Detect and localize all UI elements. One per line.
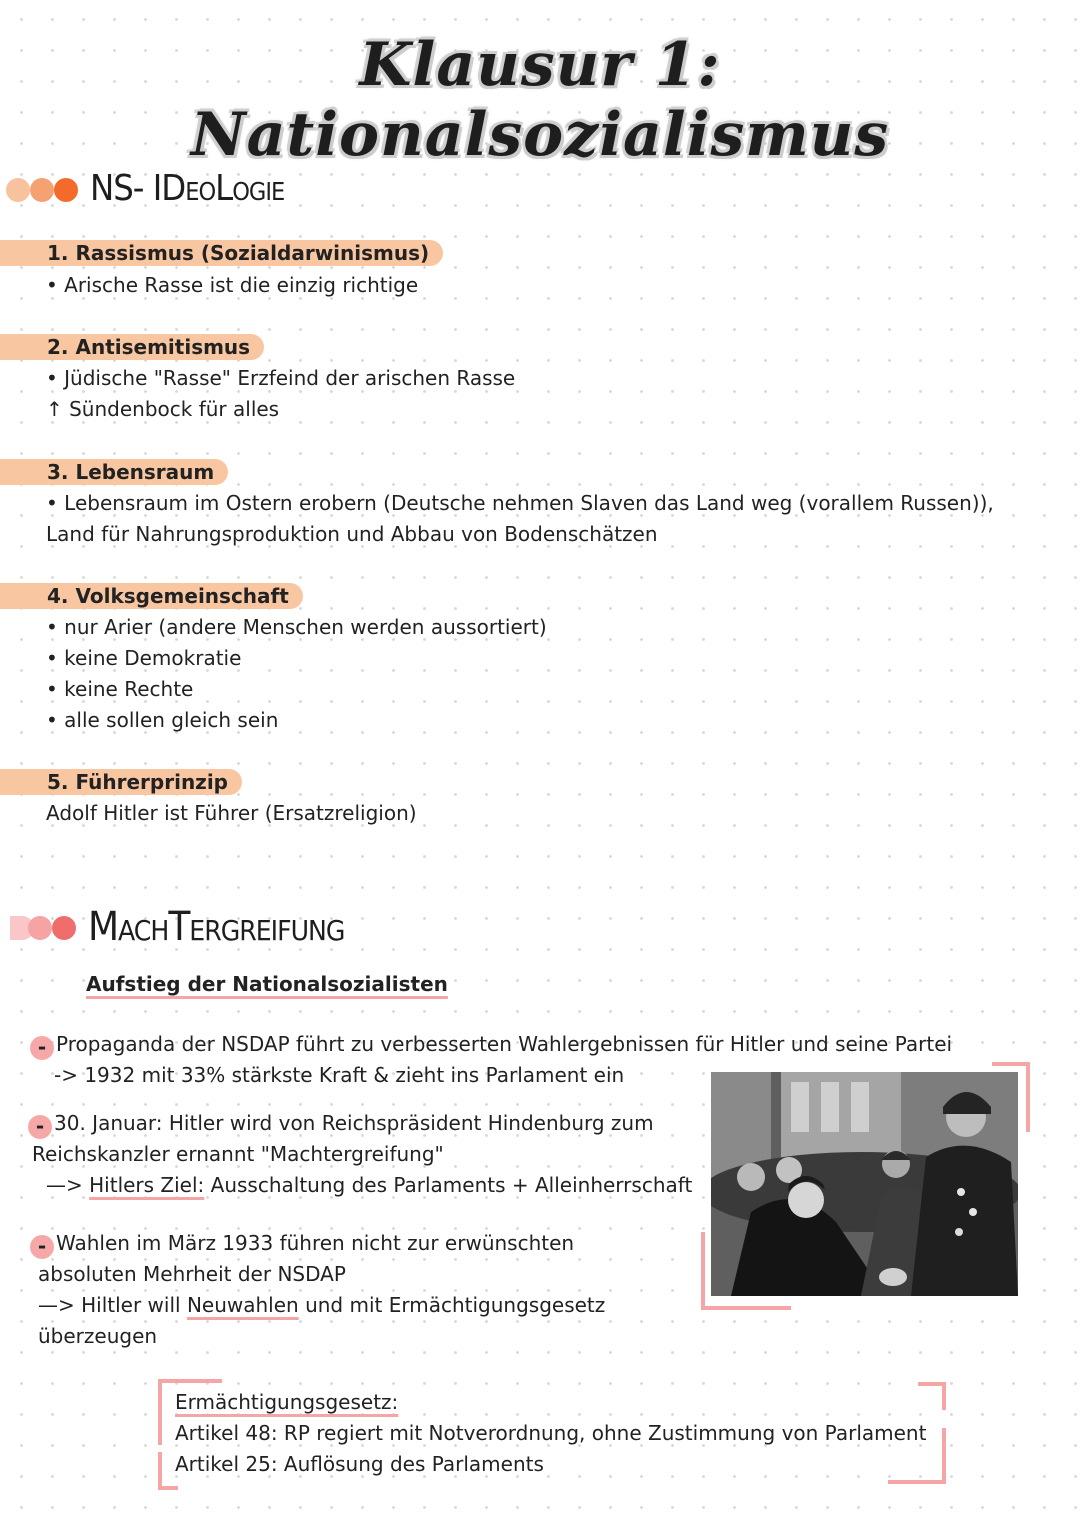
- minus-bullet-icon: -: [30, 1235, 54, 1259]
- section-heading-ideology: [4, 168, 284, 209]
- item-line: Land für Nahrungsproduktion und Abbau von Bodenschätzen: [46, 522, 658, 546]
- ideology-item-1: [0, 240, 443, 266]
- item-line: • alle sollen gleich sein: [46, 708, 279, 732]
- text-line: —> Hiltler will Neuwahlen und mit Ermächtigungsgesetz: [38, 1293, 606, 1317]
- text-line: -> 1932 mit 33% stärkste Kraft & zieht ins Parlament ein: [54, 1063, 625, 1087]
- item-line: Adolf Hitler ist Führer (Ersatzreligion): [46, 801, 417, 825]
- section-heading-machtergreifung: [10, 904, 344, 950]
- item-label: 1. Rassismus (Sozialdarwinismus): [0, 240, 443, 266]
- item-line: • nur Arier (andere Menschen werden aussortiert): [46, 615, 547, 639]
- item-line: • keine Demokratie: [46, 646, 242, 670]
- item-label: 4. Volksgemeinschaft: [0, 583, 303, 609]
- section-title: MachTergreifung: [88, 904, 345, 950]
- ideology-item-3: [0, 459, 228, 485]
- box-frame-corner: [918, 1382, 946, 1410]
- item-label: 5. Führerprinzip: [0, 769, 242, 795]
- box-line: Artikel 25: Auflösung des Parlaments: [175, 1452, 544, 1476]
- bullet-line: - Wahlen im März 1933 führen nicht zur erwünschten: [30, 1228, 574, 1259]
- ideology-item-2: [0, 334, 264, 360]
- box-heading: Ermächtigungsgesetz:: [175, 1390, 399, 1414]
- item-line: • Jüdische "Rasse" Erzfeind der arischen Rasse: [46, 366, 516, 390]
- item-label: 3. Lebensraum: [0, 459, 228, 485]
- section-title: NS- IDeoLogie: [90, 168, 285, 209]
- item-line: • Lebensraum im Ostern erobern (Deutsche nehmen Slaven das Land weg (vorallem Russen)),: [46, 491, 994, 515]
- text-line: absoluten Mehrheit der NSDAP: [38, 1262, 346, 1286]
- bullet-dots-icon: [10, 912, 82, 942]
- ideology-item-4: [0, 583, 303, 609]
- page-title: Klausur 1: Nationalsozialismus: [190, 30, 890, 170]
- subheading: Aufstieg der Nationalsozialisten: [86, 972, 448, 996]
- text-line: Reichskanzler ernannt "Machtergreifung": [32, 1142, 444, 1166]
- minus-bullet-icon: -: [28, 1115, 52, 1139]
- text-line: überzeugen: [38, 1324, 158, 1348]
- text-line: —> Hitlers Ziel: Ausschaltung des Parlaments + Alleinherrschaft: [46, 1173, 693, 1197]
- bullet-line: - 30. Januar: Hitler wird von Reichspräsident Hindenburg zum: [28, 1108, 654, 1139]
- photo-frame-corner: [701, 1232, 791, 1310]
- item-label: 2. Antisemitismus: [0, 334, 264, 360]
- bullet-line: - Propaganda der NSDAP führt zu verbesserten Wahlergebnissen für Hitler und seine Partei: [30, 1029, 952, 1060]
- item-line: • keine Rechte: [46, 677, 194, 701]
- bullet-dots-icon: [4, 174, 84, 204]
- box-line: Artikel 48: RP regiert mit Notverordnung, ohne Zustimmung von Parlament: [175, 1421, 927, 1445]
- ideology-item-5: [0, 769, 242, 795]
- minus-bullet-icon: -: [30, 1036, 54, 1060]
- item-line: ↑ Sündenbock für alles: [46, 397, 280, 421]
- item-line: • Arische Rasse ist die einzig richtige: [46, 273, 419, 297]
